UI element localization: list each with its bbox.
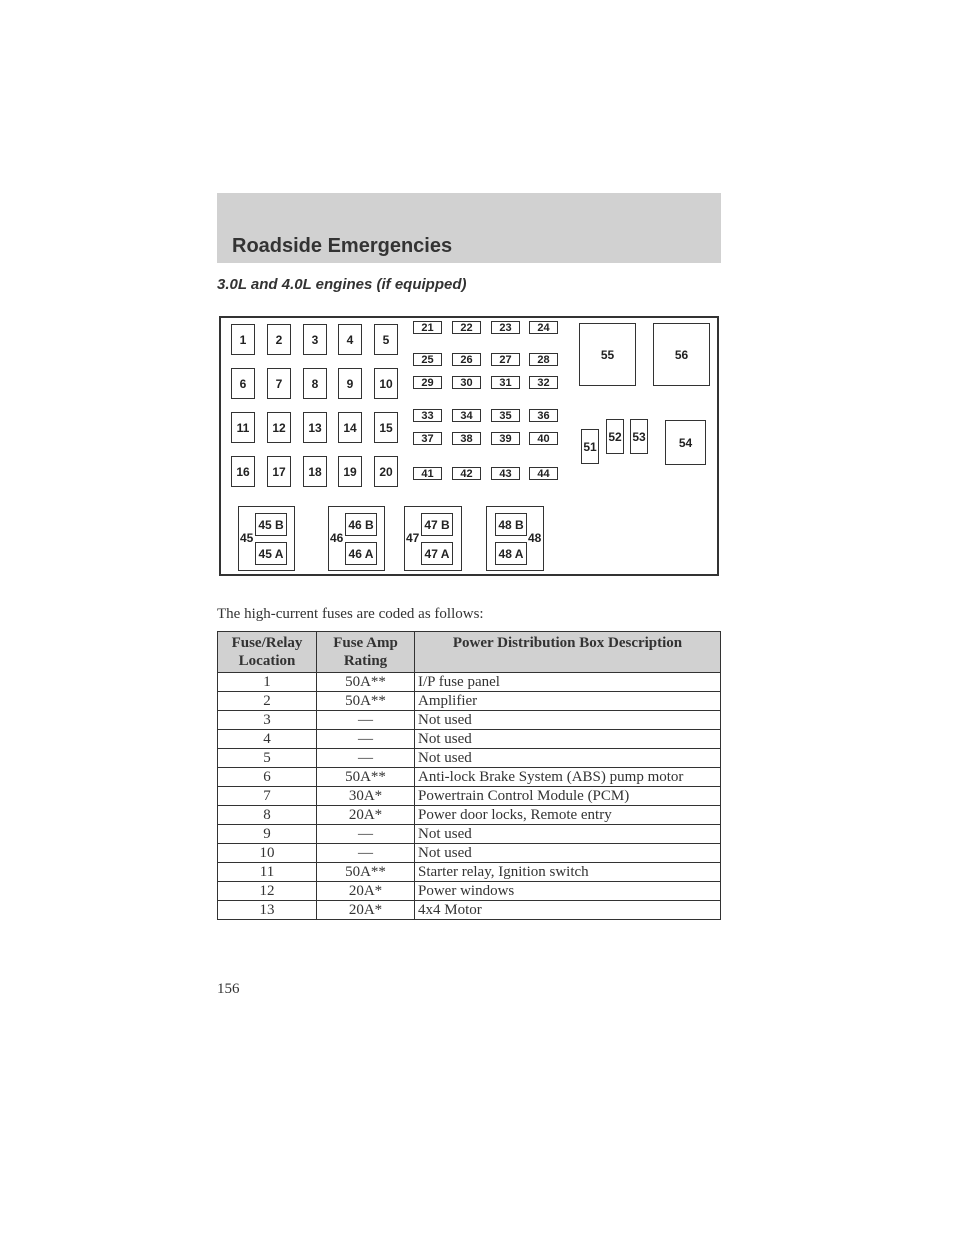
cell-location: 6 (218, 768, 317, 787)
fuse-35: 35 (491, 409, 520, 422)
fuse-8: 8 (303, 368, 327, 399)
table-row (218, 863, 721, 882)
fuse-4: 4 (338, 324, 362, 355)
fuse-group-label: 48 (528, 531, 542, 545)
cell-description: Powertrain Control Module (PCM) (415, 787, 721, 806)
col-header-rating: Fuse Amp Rating (317, 632, 415, 673)
cell-location: 5 (218, 749, 317, 768)
cell-location: 2 (218, 692, 317, 711)
fuse-46a: 46 A (345, 542, 377, 565)
col-header-description: Power Distribution Box Description (415, 632, 721, 673)
fuse-box-diagram (219, 316, 719, 576)
cell-description: Not used (415, 844, 721, 863)
cell-location: 3 (218, 711, 317, 730)
fuse-42: 42 (452, 467, 481, 480)
fuse-10: 10 (374, 368, 398, 399)
fuse-40: 40 (529, 432, 558, 445)
table-row (218, 673, 721, 692)
cell-location: 9 (218, 825, 317, 844)
fuse-22: 22 (452, 321, 481, 334)
fuse-15: 15 (374, 412, 398, 443)
fuse-1: 1 (231, 324, 255, 355)
fuse-44: 44 (529, 467, 558, 480)
section-header-band (217, 193, 721, 263)
relay-53: 53 (630, 419, 648, 454)
fuse-21: 21 (413, 321, 442, 334)
fuse-18: 18 (303, 456, 327, 487)
fuse-29: 29 (413, 376, 442, 389)
relay-56: 56 (653, 323, 710, 386)
fuse-24: 24 (529, 321, 558, 334)
cell-rating: — (317, 730, 415, 749)
fuse-group-label: 47 (406, 531, 420, 545)
cell-rating: 50A** (317, 673, 415, 692)
fuse-47b: 47 B (421, 513, 453, 536)
cell-rating: — (317, 711, 415, 730)
relay-51: 51 (581, 429, 599, 464)
fuse-28: 28 (529, 353, 558, 366)
fuse-3: 3 (303, 324, 327, 355)
fuse-46b: 46 B (345, 513, 377, 536)
fuse-43: 43 (491, 467, 520, 480)
fuse-23: 23 (491, 321, 520, 334)
fuse-19: 19 (338, 456, 362, 487)
fuse-38: 38 (452, 432, 481, 445)
cell-location: 8 (218, 806, 317, 825)
fuse-39: 39 (491, 432, 520, 445)
fuse-47a: 47 A (421, 542, 453, 565)
fuse-5: 5 (374, 324, 398, 355)
fuse-37: 37 (413, 432, 442, 445)
table-row (218, 844, 721, 863)
table-row (218, 749, 721, 768)
fuse-30: 30 (452, 376, 481, 389)
fuse-12: 12 (267, 412, 291, 443)
fuse-group-label: 46 (330, 531, 344, 545)
section-title: Roadside Emergencies (232, 235, 453, 257)
table-row (218, 692, 721, 711)
fuse-31: 31 (491, 376, 520, 389)
cell-location: 12 (218, 882, 317, 901)
cell-description: Not used (415, 749, 721, 768)
cell-description: Power door locks, Remote entry (415, 806, 721, 825)
fuse-13: 13 (303, 412, 327, 443)
cell-description: I/P fuse panel (415, 673, 721, 692)
fuse-11: 11 (231, 412, 255, 443)
cell-rating: 20A* (317, 806, 415, 825)
relay-55: 55 (579, 323, 636, 386)
fuse-45a: 45 A (255, 542, 287, 565)
cell-description: Not used (415, 825, 721, 844)
col-header-location: Fuse/Relay Location (218, 632, 317, 673)
fuse-17: 17 (267, 456, 291, 487)
page-number: 156 (217, 981, 240, 997)
cell-rating: 50A** (317, 863, 415, 882)
cell-rating: 20A* (317, 901, 415, 920)
fuse-32: 32 (529, 376, 558, 389)
cell-rating: 50A** (317, 692, 415, 711)
fuse-33: 33 (413, 409, 442, 422)
fuse-36: 36 (529, 409, 558, 422)
cell-description: Starter relay, Ignition switch (415, 863, 721, 882)
fuse-7: 7 (267, 368, 291, 399)
fuse-48a: 48 A (495, 542, 527, 565)
cell-location: 13 (218, 901, 317, 920)
fuse-34: 34 (452, 409, 481, 422)
fuse-table (217, 631, 721, 920)
fuse-14: 14 (338, 412, 362, 443)
cell-rating: 30A* (317, 787, 415, 806)
cell-location: 1 (218, 673, 317, 692)
fuse-26: 26 (452, 353, 481, 366)
cell-description: 4x4 Motor (415, 901, 721, 920)
fuse-group-label: 45 (240, 531, 254, 545)
cell-location: 11 (218, 863, 317, 882)
fuse-41: 41 (413, 467, 442, 480)
cell-description: Not used (415, 711, 721, 730)
cell-description: Anti-lock Brake System (ABS) pump motor (415, 768, 721, 787)
cell-rating: — (317, 825, 415, 844)
fuse-48b: 48 B (495, 513, 527, 536)
table-row (218, 711, 721, 730)
engine-subtitle: 3.0L and 4.0L engines (if equipped) (217, 276, 467, 293)
relay-54: 54 (665, 420, 706, 465)
cell-location: 10 (218, 844, 317, 863)
table-row (218, 806, 721, 825)
cell-rating: — (317, 844, 415, 863)
table-row (218, 787, 721, 806)
table-row (218, 901, 721, 920)
cell-description: Amplifier (415, 692, 721, 711)
fuse-45b: 45 B (255, 513, 287, 536)
cell-location: 7 (218, 787, 317, 806)
cell-description: Not used (415, 730, 721, 749)
table-row (218, 825, 721, 844)
fuse-16: 16 (231, 456, 255, 487)
table-row (218, 882, 721, 901)
fuse-9: 9 (338, 368, 362, 399)
cell-location: 4 (218, 730, 317, 749)
fuse-6: 6 (231, 368, 255, 399)
fuse-2: 2 (267, 324, 291, 355)
cell-rating: 50A** (317, 768, 415, 787)
table-row (218, 768, 721, 787)
fuse-27: 27 (491, 353, 520, 366)
fuse-20: 20 (374, 456, 398, 487)
cell-rating: — (317, 749, 415, 768)
table-header-row (218, 632, 721, 673)
cell-description: Power windows (415, 882, 721, 901)
intro-text: The high-current fuses are coded as follows: (217, 606, 484, 622)
fuse-25: 25 (413, 353, 442, 366)
cell-rating: 20A* (317, 882, 415, 901)
relay-52: 52 (606, 419, 624, 454)
table-row (218, 730, 721, 749)
